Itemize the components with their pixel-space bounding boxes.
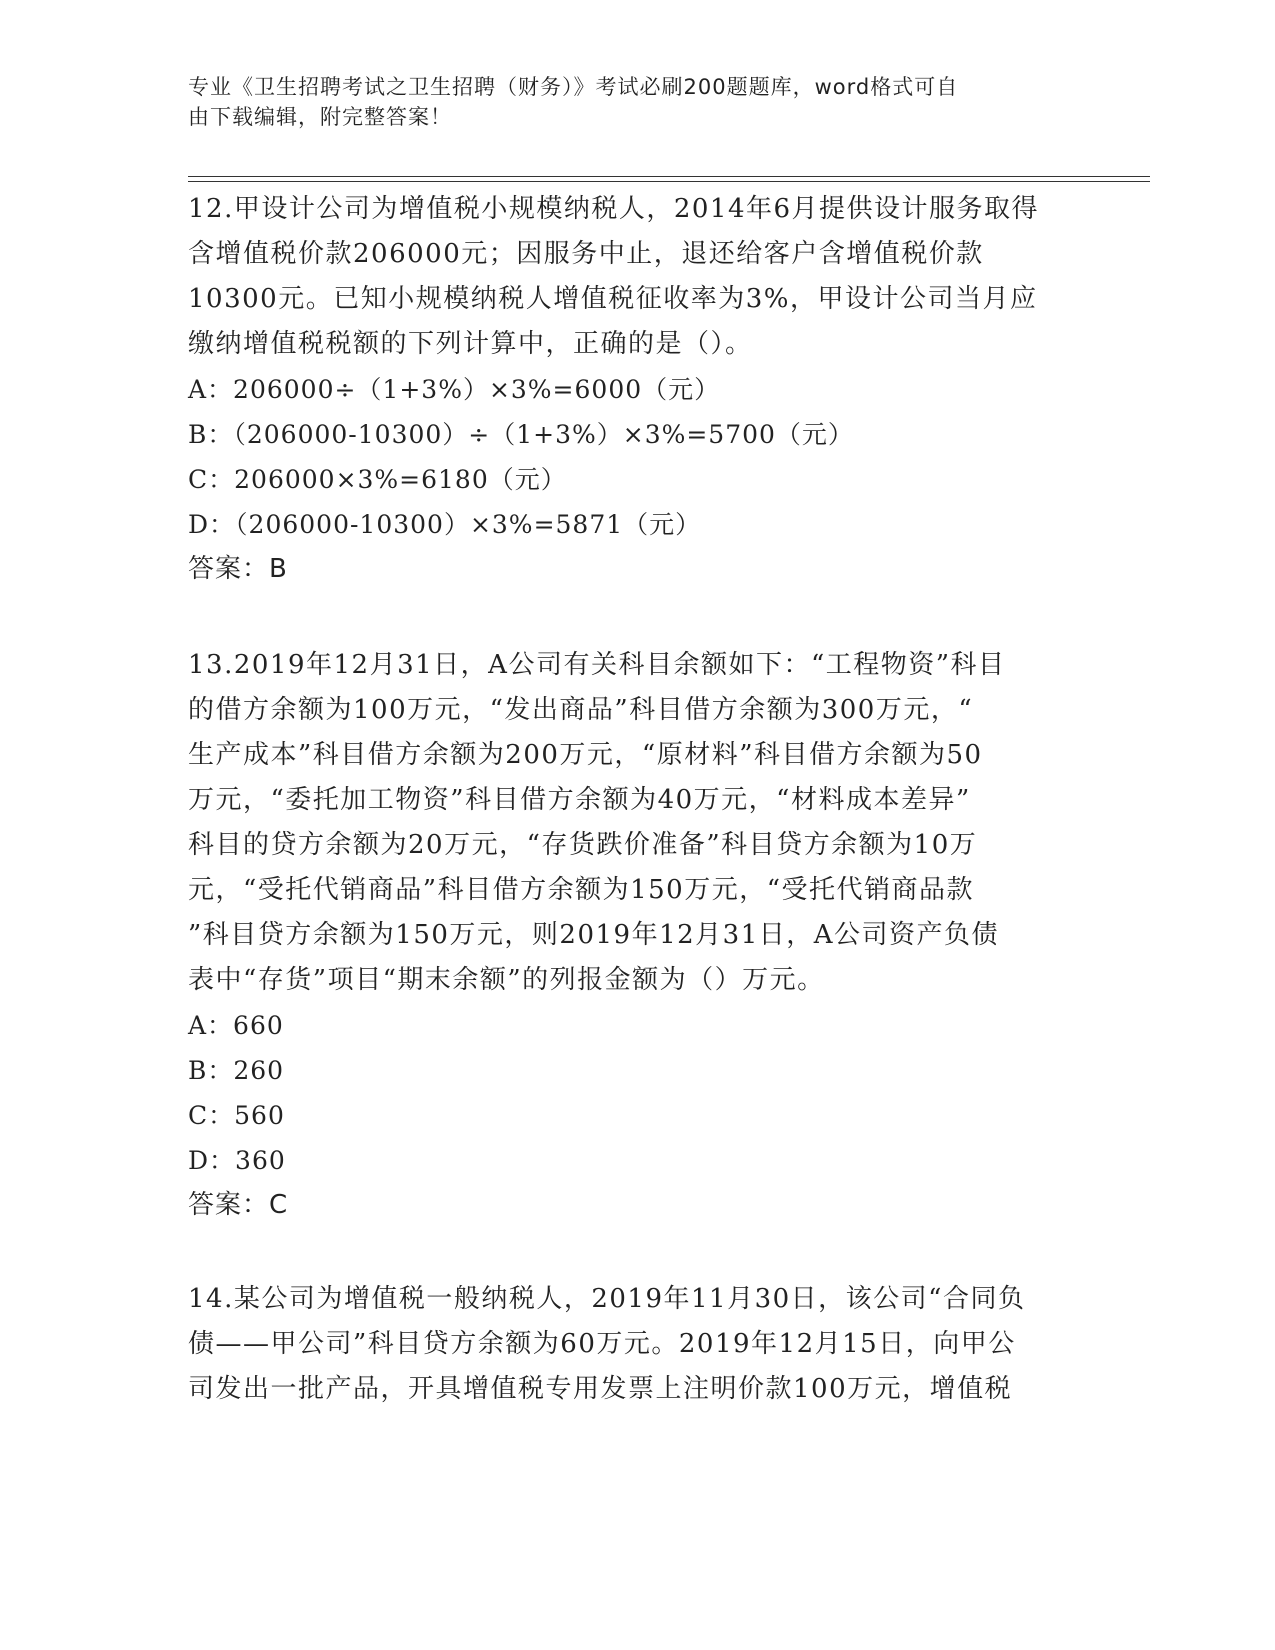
question-stem-line: 元，“受托代销商品”科目借方余额为150万元，“受托代销商品款 <box>188 875 975 905</box>
question-stem-line: 缴纳增值税税额的下列计算中，正确的是（）。 <box>188 329 753 359</box>
question-stem-line: 10300元。已知小规模纳税人增值税征收率为3%，甲设计公司当月应 <box>188 284 1038 314</box>
question-stem-line: 科目的贷方余额为20万元，“存货跌价准备”科目贷方余额为10万 <box>188 830 978 860</box>
header-rule-top <box>188 176 1150 177</box>
option-d: D：（206000-10300）×3%=5871（元） <box>188 510 702 539</box>
option-b: B：（206000-10300）÷（1+3%）×3%=5700（元） <box>188 420 854 449</box>
option-a: A：660 <box>188 1011 284 1040</box>
option-c: C：206000×3%=6180（元） <box>188 465 567 494</box>
header-rule-bottom <box>188 181 1150 182</box>
question-stem-line: 债——甲公司”科目贷方余额为60万元。2019年12月15日，向甲公 <box>188 1329 1016 1359</box>
question-13 <box>188 643 1088 1228</box>
question-stem-line: 表中“存货”项目“期末余额”的列报金额为（）万元。 <box>188 965 825 995</box>
option-b: B：260 <box>188 1056 285 1085</box>
question-stem-line: 14.某公司为增值税一般纳税人，2019年11月30日，该公司“合同负 <box>188 1284 1026 1314</box>
question-stem-line: ”科目贷方余额为150万元，则2019年12月31日，A公司资产负债 <box>188 920 1000 950</box>
question-stem-line: 生产成本”科目借方余额为200万元，“原材料”科目借方余额为50 <box>188 740 983 770</box>
question-12 <box>188 187 1088 592</box>
document-header <box>188 72 1068 132</box>
option-a: A：206000÷（1+3%）×3%=6000（元） <box>188 375 721 404</box>
question-stem-line: 13.2019年12月31日，A公司有关科目余额如下：“工程物资”科目 <box>188 650 1006 680</box>
question-stem-line: 的借方余额为100万元，“发出商品”科目借方余额为300万元，“ <box>188 695 974 725</box>
header-line-1: 专业《卫生招聘考试之卫生招聘（财务）》考试必刷200题题库，word格式可自 <box>188 75 959 99</box>
option-c: C：560 <box>188 1101 285 1130</box>
answer-line: 答案：B <box>188 554 288 584</box>
question-stem-line: 含增值税价款206000元；因服务中止，退还给客户含增值税价款 <box>188 239 984 269</box>
header-line-2: 由下载编辑，附完整答案！ <box>188 105 452 129</box>
question-stem-line: 司发出一批产品，开具增值税专用发票上注明价款100万元，增值税 <box>188 1374 1013 1404</box>
question-stem-line: 12.甲设计公司为增值税小规模纳税人，2014年6月提供设计服务取得 <box>188 194 1040 224</box>
answer-line: 答案：C <box>188 1190 289 1220</box>
question-14 <box>188 1277 1088 1412</box>
option-d: D：360 <box>188 1146 286 1175</box>
question-stem-line: 万元，“委托加工物资”科目借方余额为40万元，“材料成本差异” <box>188 785 971 815</box>
